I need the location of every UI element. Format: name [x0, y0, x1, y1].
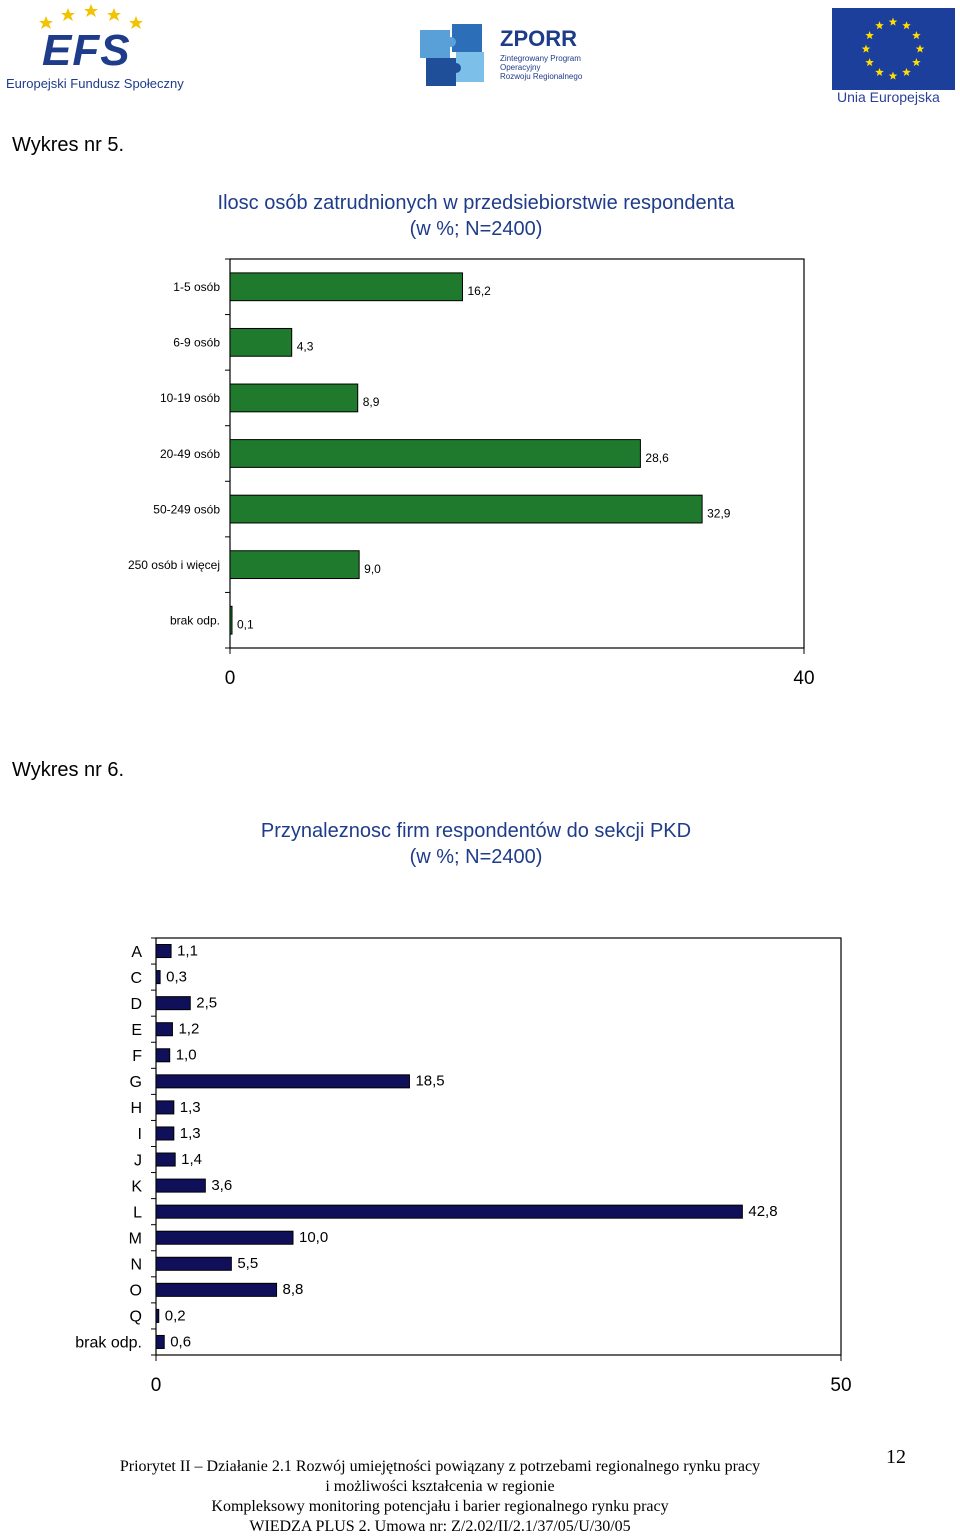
zporr-subtitle-3: Rozwoju Regionalnego: [500, 72, 583, 81]
category-label: 250 osób i więcej: [127, 557, 220, 572]
figure5-title-line2: (w %; N=2400): [409, 218, 543, 240]
eu-star-icon: [902, 21, 911, 29]
data-label: 8,9: [362, 395, 380, 410]
category-label: N: [130, 1256, 142, 1274]
category-label: M: [128, 1230, 142, 1248]
eu-star-icon: [862, 45, 871, 53]
bar: [156, 1049, 170, 1062]
x-tick-label: 50: [830, 1375, 852, 1396]
data-label: 3,6: [211, 1176, 233, 1194]
eu-star-icon: [875, 68, 884, 76]
category-label: 6-9 osób: [173, 335, 220, 350]
bar: [156, 1231, 293, 1244]
data-label: 18,5: [415, 1072, 445, 1090]
bar: [230, 551, 359, 579]
bar: [156, 1309, 159, 1322]
data-label: 0,6: [170, 1333, 192, 1351]
category-label: 1-5 osób: [173, 280, 220, 295]
data-label: 2,5: [196, 994, 218, 1012]
data-label: 9,0: [364, 561, 381, 576]
footer-line4: WIEDZA PLUS 2. Umowa nr: Z/2.02/II/2.1/37/05/U/30/05: [249, 1518, 631, 1535]
efs-logo-text: EFS: [42, 26, 131, 75]
category-label: 10-19 osób: [159, 391, 220, 406]
data-label: 1,3: [179, 1098, 201, 1116]
zporr-logo: [418, 22, 588, 92]
category-label: I: [137, 1126, 142, 1144]
data-label: 5,5: [237, 1255, 259, 1273]
data-label: 4,3: [296, 339, 314, 354]
category-label: J: [134, 1152, 142, 1170]
figure6-title-line1: Przynaleznosc firm respondentów do sekcji PKD: [260, 820, 692, 842]
category-label: brak odp.: [169, 613, 220, 628]
chart-pkd: [0, 930, 960, 1410]
data-label: 0,1: [237, 617, 254, 632]
bar: [156, 1101, 174, 1114]
data-label: 1,0: [175, 1046, 197, 1064]
bar: [230, 495, 702, 523]
data-label: 1,4: [181, 1150, 203, 1168]
zporr-logo-text: ZPORR: [500, 26, 577, 51]
footer-line3: Kompleksowy monitoring potencjału i barier regionalnego rynku pracy: [211, 1498, 669, 1515]
figure6-title: [100, 818, 852, 870]
data-label: 32,9: [707, 506, 731, 521]
efs-subtitle: Europejski Fundusz Społeczny: [6, 76, 184, 91]
category-label: A: [131, 943, 142, 961]
figure5-label: Wykres nr 5.: [12, 134, 125, 156]
figure5-title: [100, 190, 852, 242]
figure6-title-line2: (w %; N=2400): [409, 846, 543, 868]
bar: [230, 273, 462, 301]
eu-label: Unia Europejska: [837, 89, 940, 105]
bar: [230, 328, 292, 356]
eu-star-icon: [875, 21, 884, 29]
eu-star-icon: [865, 58, 874, 66]
bar: [230, 606, 232, 634]
eu-star-icon: [916, 45, 925, 53]
figure6-label: Wykres nr 6.: [12, 759, 125, 781]
efs-logo: [6, 4, 184, 96]
eu-star-icon: [912, 58, 921, 66]
data-label: 0,2: [164, 1307, 186, 1325]
category-label: D: [130, 995, 142, 1013]
eu-star-icon: [912, 31, 921, 39]
category-label: 50-249 osób: [153, 502, 220, 517]
data-label: 1,2: [178, 1020, 200, 1038]
puzzle-icon: [418, 22, 488, 88]
bar: [156, 997, 190, 1010]
data-label: 42,8: [748, 1203, 778, 1221]
page-number: 12: [886, 1446, 906, 1468]
bar: [156, 1179, 205, 1192]
x-tick-label: 40: [793, 668, 815, 689]
category-label: E: [131, 1021, 142, 1039]
eu-flag: [832, 8, 955, 90]
bar: [156, 1283, 277, 1296]
footer-line1: Priorytet II – Działanie 2.1 Rozwój umiejętności powiązany z potrzebami regionalnego rynku pracy: [119, 1458, 761, 1475]
bar: [230, 384, 358, 412]
data-label: 10,0: [299, 1229, 329, 1247]
bar: [156, 1257, 231, 1270]
category-label: F: [132, 1048, 142, 1066]
chart-employees: [0, 250, 960, 700]
category-label: K: [131, 1178, 142, 1196]
category-label: O: [129, 1282, 142, 1300]
bar: [156, 945, 171, 958]
data-label: 8,8: [282, 1281, 304, 1299]
bar: [156, 1205, 742, 1218]
x-tick-label: 0: [224, 668, 236, 689]
zporr-subtitle-1: Zintegrowany Program: [500, 54, 581, 63]
bar: [156, 1075, 409, 1088]
bar: [156, 971, 160, 984]
category-label: H: [130, 1100, 142, 1118]
category-label: C: [130, 969, 142, 987]
eu-star-icon: [902, 68, 911, 76]
figure5-title-line1: Ilosc osób zatrudnionych w przedsiebiorstwie respondenta: [217, 192, 735, 214]
eu-stars-icon: [832, 8, 955, 90]
bar: [156, 1153, 175, 1166]
footer: [40, 1457, 840, 1537]
category-label: brak odp.: [75, 1334, 142, 1352]
x-tick-label: 0: [150, 1375, 162, 1396]
eu-star-icon: [889, 72, 898, 80]
eu-star-icon: [889, 18, 898, 26]
category-label: L: [133, 1204, 142, 1222]
footer-line2: i możliwości kształcenia w regionie: [325, 1478, 555, 1495]
category-label: G: [129, 1074, 142, 1092]
category-label: 20-49 osób: [159, 446, 220, 461]
zporr-subtitle-2: Operacyjny: [500, 63, 541, 72]
bar: [156, 1023, 172, 1036]
data-label: 1,3: [179, 1124, 201, 1142]
bar: [156, 1127, 174, 1140]
bar: [230, 440, 640, 468]
data-label: 16,2: [467, 284, 491, 299]
data-label: 1,1: [177, 942, 198, 960]
bar: [156, 1335, 164, 1348]
data-label: 0,3: [166, 968, 187, 986]
data-label: 28,6: [645, 450, 669, 465]
eu-star-icon: [865, 31, 874, 39]
category-label: Q: [129, 1308, 142, 1326]
